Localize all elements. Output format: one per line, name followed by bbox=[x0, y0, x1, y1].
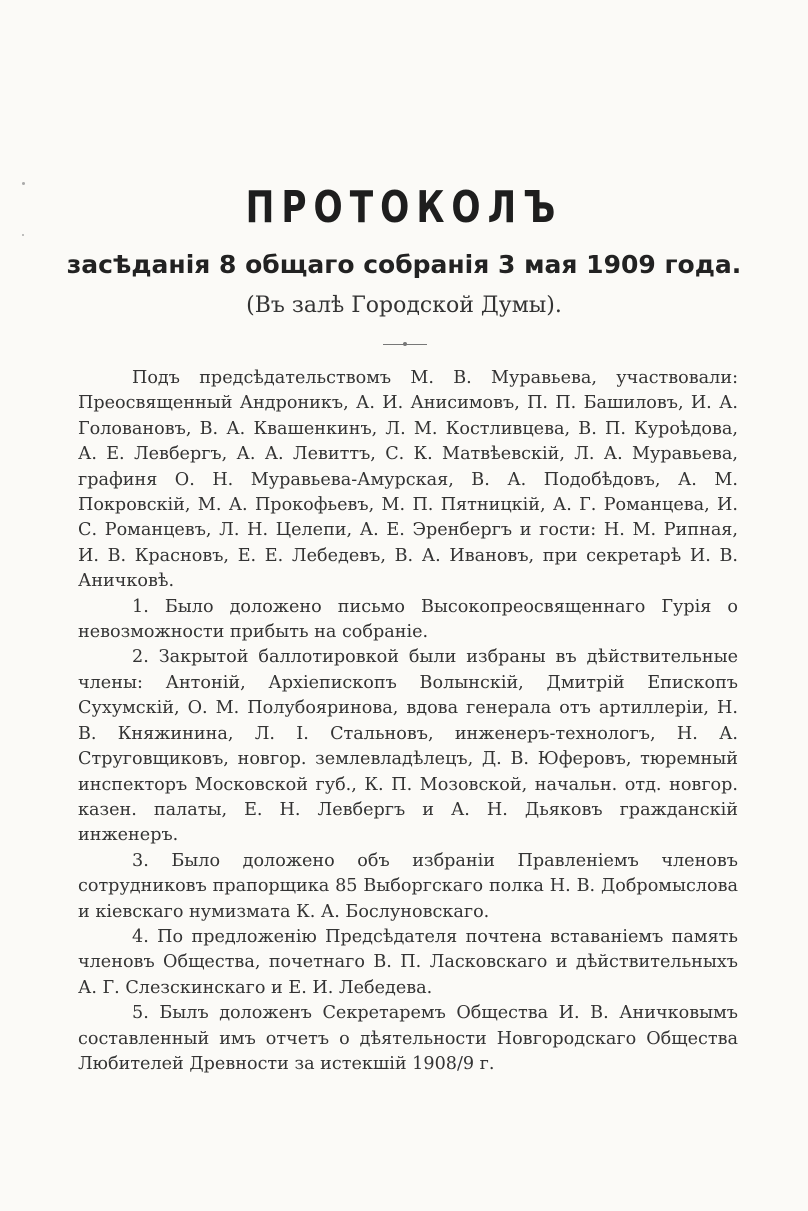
document-body bbox=[78, 366, 738, 1077]
document-title: ПРОТОКОЛЪ bbox=[245, 182, 563, 233]
paragraph-item-3: 3. Было доложено объ избраніи Правленіемъ членовъ сотрудниковъ прапорщика 85 Выборгскаго полка Н. В. Добромыслова и кіевскаго нумизмата К. А. Бослуновскаго. bbox=[78, 850, 738, 922]
paragraph-item-2: 2. Закрытой баллотировкой были избраны въ дѣйствительные члены: Антоній, Архіепископъ Волынскій, Дмитрій Епископъ Сухумскій, О. М. Полубояринова, вдова генерала отъ артиллеріи, Н. В. Княжинина, Л. І. Стальновъ, инженеръ-технологъ, Н. А. Струговщиковъ, новгор. землевладѣлецъ, Д. В. Юферовъ, тюремный инспекторъ Московской губ., К. П. Мозовской, начальн. отд. новгор. казен. палаты, Е. Н. Левбергъ и А. Н. Дьяковъ гражданскій инженеръ. bbox=[78, 647, 738, 846]
section-divider bbox=[383, 344, 427, 345]
document-subtitle: засѣданія 8 общаго собранія 3 мая 1909 года. bbox=[66, 250, 742, 279]
scan-speck bbox=[22, 234, 24, 236]
paragraph-attendees: Подъ предсѣдательствомъ М. В. Муравьева, участвовали: Преосвященный Андроникъ, А. И. Анисимовъ, П. П. Башиловъ, И. А. Головановъ, В. А. Квашенкинъ, Л. М. Костливцева, В. П. Куроѣдова, А. Е. Левбергъ, А. А. Левиттъ, С. К. Матвѣевскій, Л. А. Муравьева, графиня О. Н. Муравьева-Амурская, В. А. Подобѣдовъ, А. М. Покровскій, М. А. Прокофьевъ, М. П. Пятницкій, А. Г. Романцева, И. С. Романцевъ, Л. Н. Целепи, А. Е. Эренбергъ и гости: Н. М. Рипная, И. В. Красновъ, Е. Е. Лебедевъ, В. А. Ивановъ, при секретарѣ И. В. Аничковѣ. bbox=[78, 368, 738, 592]
paragraph-item-4: 4. По предложенію Предсѣдателя почтена вставаніемъ память членовъ Общества, почетнаго В. П. Ласковскаго и дѣйствительныхъ А. Г. Слезскинскаго и Е. И. Лебедева. bbox=[78, 926, 738, 998]
scan-speck bbox=[22, 182, 25, 185]
paragraph-item-1: 1. Было доложено письмо Высокопреосвященнаго Гурія о невозможности прибыть на собраніе. bbox=[78, 596, 738, 643]
paragraph-item-5: 5. Былъ доложенъ Секретаремъ Общества И. В. Аничковымъ составленный имъ отчетъ о дѣятельности Новгородскаго Общества Любителей Древности за истекшій 1908/9 г. bbox=[78, 1003, 738, 1074]
meeting-location: (Въ залѣ Городской Думы). bbox=[246, 293, 562, 318]
